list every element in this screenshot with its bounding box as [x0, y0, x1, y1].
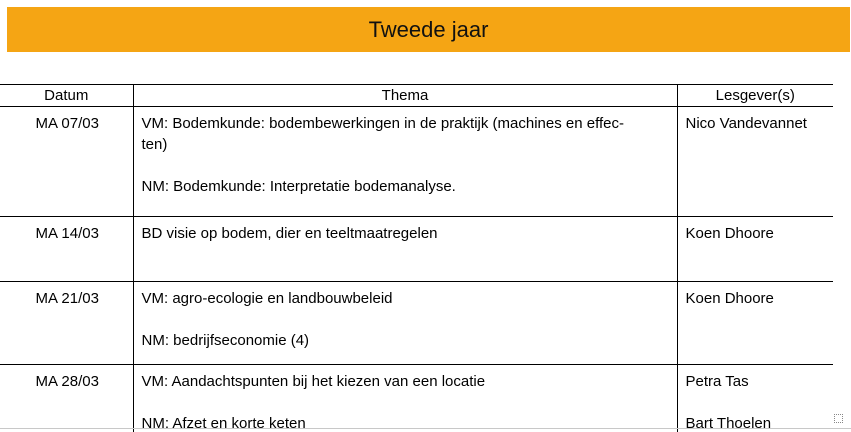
teacher-cell: [677, 217, 833, 282]
table-row: [0, 365, 833, 432]
header-theme: Thema: [133, 85, 677, 107]
blank-line: [142, 309, 671, 330]
theme-line: BD visie op bodem, dier en teeltmaatregelen: [141, 225, 438, 242]
schedule-table: [0, 84, 833, 432]
theme-line: VM: agro-ecologie en landbouwbeleid: [141, 290, 393, 307]
theme-cell: [133, 365, 677, 432]
table-row: [0, 282, 833, 365]
teacher-name: Petra Tas: [685, 373, 749, 390]
blank-line: [142, 155, 671, 176]
theme-line: ten): [141, 136, 168, 153]
teacher-name: Koen Dhoore: [685, 290, 774, 307]
teacher-cell: [677, 282, 833, 365]
theme-cell: [133, 217, 677, 282]
table-row: [0, 217, 833, 282]
theme-line: VM: Aandachtspunten bij het kiezen van een locatie: [141, 373, 486, 390]
teacher-cell: [677, 365, 833, 432]
blank-line: [142, 392, 671, 413]
theme-cell: [133, 107, 677, 217]
teacher-cell: [677, 107, 833, 217]
page-title-banner: [7, 7, 850, 52]
page-title: Tweede jaar: [368, 16, 489, 42]
teacher-name: Koen Dhoore: [685, 225, 774, 242]
header-date: Datum: [0, 85, 133, 107]
table-header-row: [0, 85, 833, 107]
theme-line: NM: Afzet en korte keten: [141, 415, 306, 432]
table-row: [0, 107, 833, 217]
date-cell: MA 07/03: [0, 107, 133, 217]
theme-cell: [133, 282, 677, 365]
table-resize-handle[interactable]: [834, 414, 843, 423]
date-cell: MA 14/03: [0, 217, 133, 282]
date-cell: MA 21/03: [0, 282, 133, 365]
date-cell: MA 28/03: [0, 365, 133, 432]
theme-line: NM: Bodemkunde: Interpretatie bodemanalyse.: [141, 178, 456, 195]
page-bottom-rule: [0, 428, 851, 429]
teacher-name: Nico Vandevannet: [685, 115, 807, 132]
theme-line: VM: Bodemkunde: bodembewerkingen in de praktijk (machines en effec-: [141, 115, 624, 132]
header-teacher: Lesgever(s): [677, 85, 833, 107]
blank-line: [686, 392, 828, 413]
teacher-name: Bart Thoelen: [685, 415, 772, 432]
theme-line: NM: bedrijfseconomie (4): [141, 332, 310, 349]
